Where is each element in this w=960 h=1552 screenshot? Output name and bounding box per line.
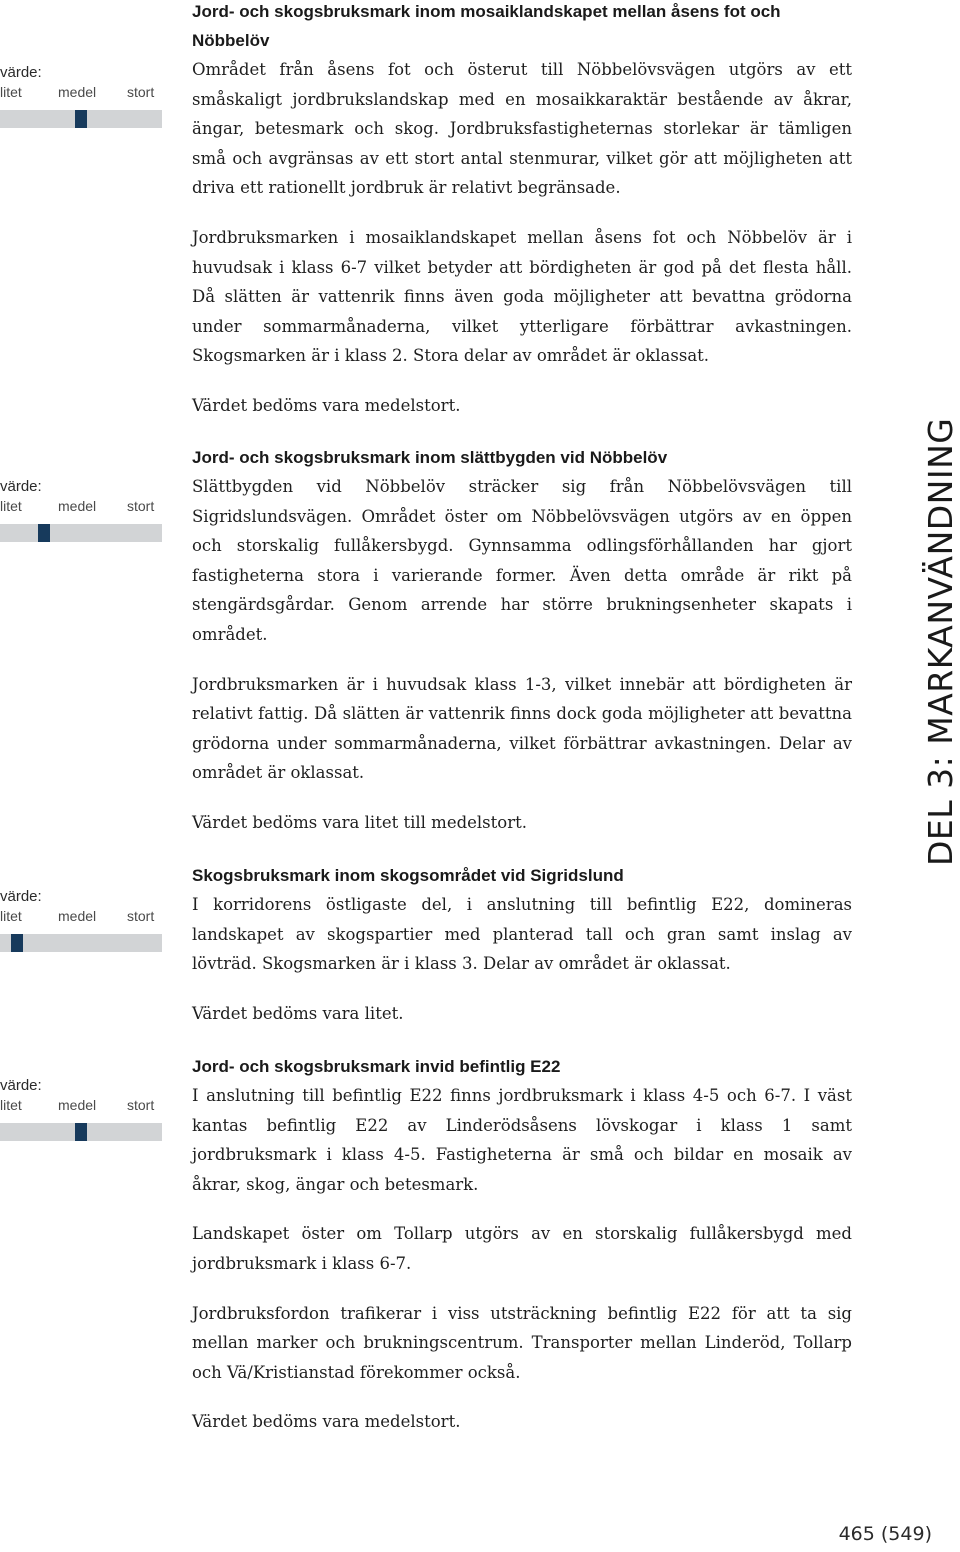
value-scale-title: värde: <box>0 888 42 905</box>
value-scale-title: värde: <box>0 478 42 495</box>
section-verdict: Värdet bedöms vara litet till medelstort. <box>192 812 527 832</box>
scale-low-label: litet <box>0 498 22 514</box>
value-scale <box>0 64 162 128</box>
value-marker <box>75 1123 87 1141</box>
value-scale-title: värde: <box>0 1077 42 1094</box>
value-scale-ticks <box>0 908 162 928</box>
section-sigridslund <box>192 861 852 1028</box>
value-scale-bar <box>0 934 162 952</box>
value-scale-ticks <box>0 1097 162 1117</box>
value-scale <box>0 888 162 952</box>
scale-mid-label: medel <box>58 84 97 100</box>
scale-mid-label: medel <box>58 1097 97 1113</box>
section-verdict: Värdet bedöms vara litet. <box>192 1003 404 1023</box>
value-marker <box>38 524 50 542</box>
scale-high-label: stort <box>127 84 155 100</box>
page-number: 465 (549) <box>838 1523 932 1545</box>
section-mosaiklandskapet <box>192 0 852 421</box>
section-paragraph: Jordbruksfordon trafikerar i viss utsträckning befintlig E22 för att ta sig mellan marker och brukningscentrum. Transporter mellan Linderöd, Tollarp och Vä/Kristianstad förekommer också. <box>192 1303 852 1382</box>
scale-high-label: stort <box>127 498 155 514</box>
scale-low-label: litet <box>0 1097 22 1113</box>
value-scale <box>0 1077 162 1141</box>
section-paragraph: Området från åsens fot och österut till Nöbbelövsvägen utgörs av ett småskaligt jordbrukslandskap med en mosaikkaraktär bestående av åkrar, ängar, betesmark och skog. Jordbruksfastigheternas storlekar är tämligen små och avgränsas av ett stort antal stenmurar, vilket gör att möjligheten att driva ett rationellt jordbruk är relativt begränsade. <box>192 60 852 198</box>
section-verdict: Värdet bedöms vara medelstort. <box>192 1412 461 1432</box>
value-scale-bar <box>0 524 162 542</box>
value-scale <box>0 478 162 542</box>
section-verdict: Värdet bedöms vara medelstort. <box>192 395 461 415</box>
scale-high-label: stort <box>127 908 155 924</box>
value-scale-bar <box>0 110 162 128</box>
scale-high-label: stort <box>127 1097 155 1113</box>
value-scale-ticks <box>0 84 162 104</box>
section-paragraph: Slättbygden vid Nöbbelöv sträcker sig från Nöbbelövsvägen till Sigridslundsvägen. Området öster om Nöbbelövsvägen utgörs av en öppen och storskalig fullåkersbygd. Gynnsamma odlingsförhållanden har gjort fastigheterna stora i varierande former. Även detta område är rikt på stengärdsgårdar. Genom arrende har större brukningsenheter skapats i området. <box>192 477 852 644</box>
section-paragraph: I korridorens östligaste del, i anslutning till befintlig E22, domineras landskapet av skogspartier med planterad tall och gran samt inslag av lövträd. Skogsmarken är i klass 3. Delar av området är oklassat. <box>192 895 852 974</box>
section-paragraph: I anslutning till befintlig E22 finns jordbruksmark i klass 4-5 och 6-7. I väst kantas befintlig E22 av Linderödsåsens lövskogar i klass 1 samt jordbruksmark i klass 4-5. Fastigheterna är små och bildar en mosaik av åkrar, skog, ängar och betesmark. <box>192 1086 852 1194</box>
section-heading: Jord- och skogsbruksmark inom mosaiklandskapet mellan åsens fot och Nöbbelöv <box>192 2 781 50</box>
section-paragraph: Landskapet öster om Tollarp utgörs av en storskalig fullåkersbygd med jordbruksmark i klass 6-7. <box>192 1224 852 1273</box>
scale-mid-label: medel <box>58 908 97 924</box>
value-scale-title: värde: <box>0 64 42 81</box>
chapter-side-label <box>920 404 960 866</box>
scale-low-label: litet <box>0 84 22 100</box>
section-heading: Skogsbruksmark inom skogsområdet vid Sigridslund <box>192 866 624 885</box>
section-paragraph: Jordbruksmarken är i huvudsak klass 1-3, vilket innebär att bördigheten är relativt fattig. Då slätten är vattenrik finns dock goda möjligheter att bevattna grödorna under sommarmånaderna, vilket förbättrar avkastningen. Delar av området är oklassat. <box>192 674 852 783</box>
chapter-title: DEL 3: MARKANVÄNDNING <box>921 417 960 866</box>
section-slattbygden <box>192 443 852 838</box>
value-scale-bar <box>0 1123 162 1141</box>
value-marker <box>75 110 87 128</box>
scale-low-label: litet <box>0 908 22 924</box>
value-marker <box>11 934 23 952</box>
section-paragraph: Jordbruksmarken i mosaiklandskapet mellan åsens fot och Nöbbelöv är i huvudsak i klass 6-7 vilket betyder att bördigheten är god på det flesta håll. Då slätten är vattenrik finns även goda möjligheter att bevattna grödorna under sommarmånaderna, vilket ytterligare förbättrar avkastningen. Skogsmarken är i klass 2. Stora delar av området är oklassat. <box>192 227 852 366</box>
section-heading: Jord- och skogsbruksmark invid befintlig E22 <box>192 1057 561 1076</box>
scale-mid-label: medel <box>58 498 97 514</box>
section-heading: Jord- och skogsbruksmark inom slättbygden vid Nöbbelöv <box>192 448 668 467</box>
section-befintlig-e22 <box>192 1052 852 1437</box>
value-scale-ticks <box>0 498 162 518</box>
